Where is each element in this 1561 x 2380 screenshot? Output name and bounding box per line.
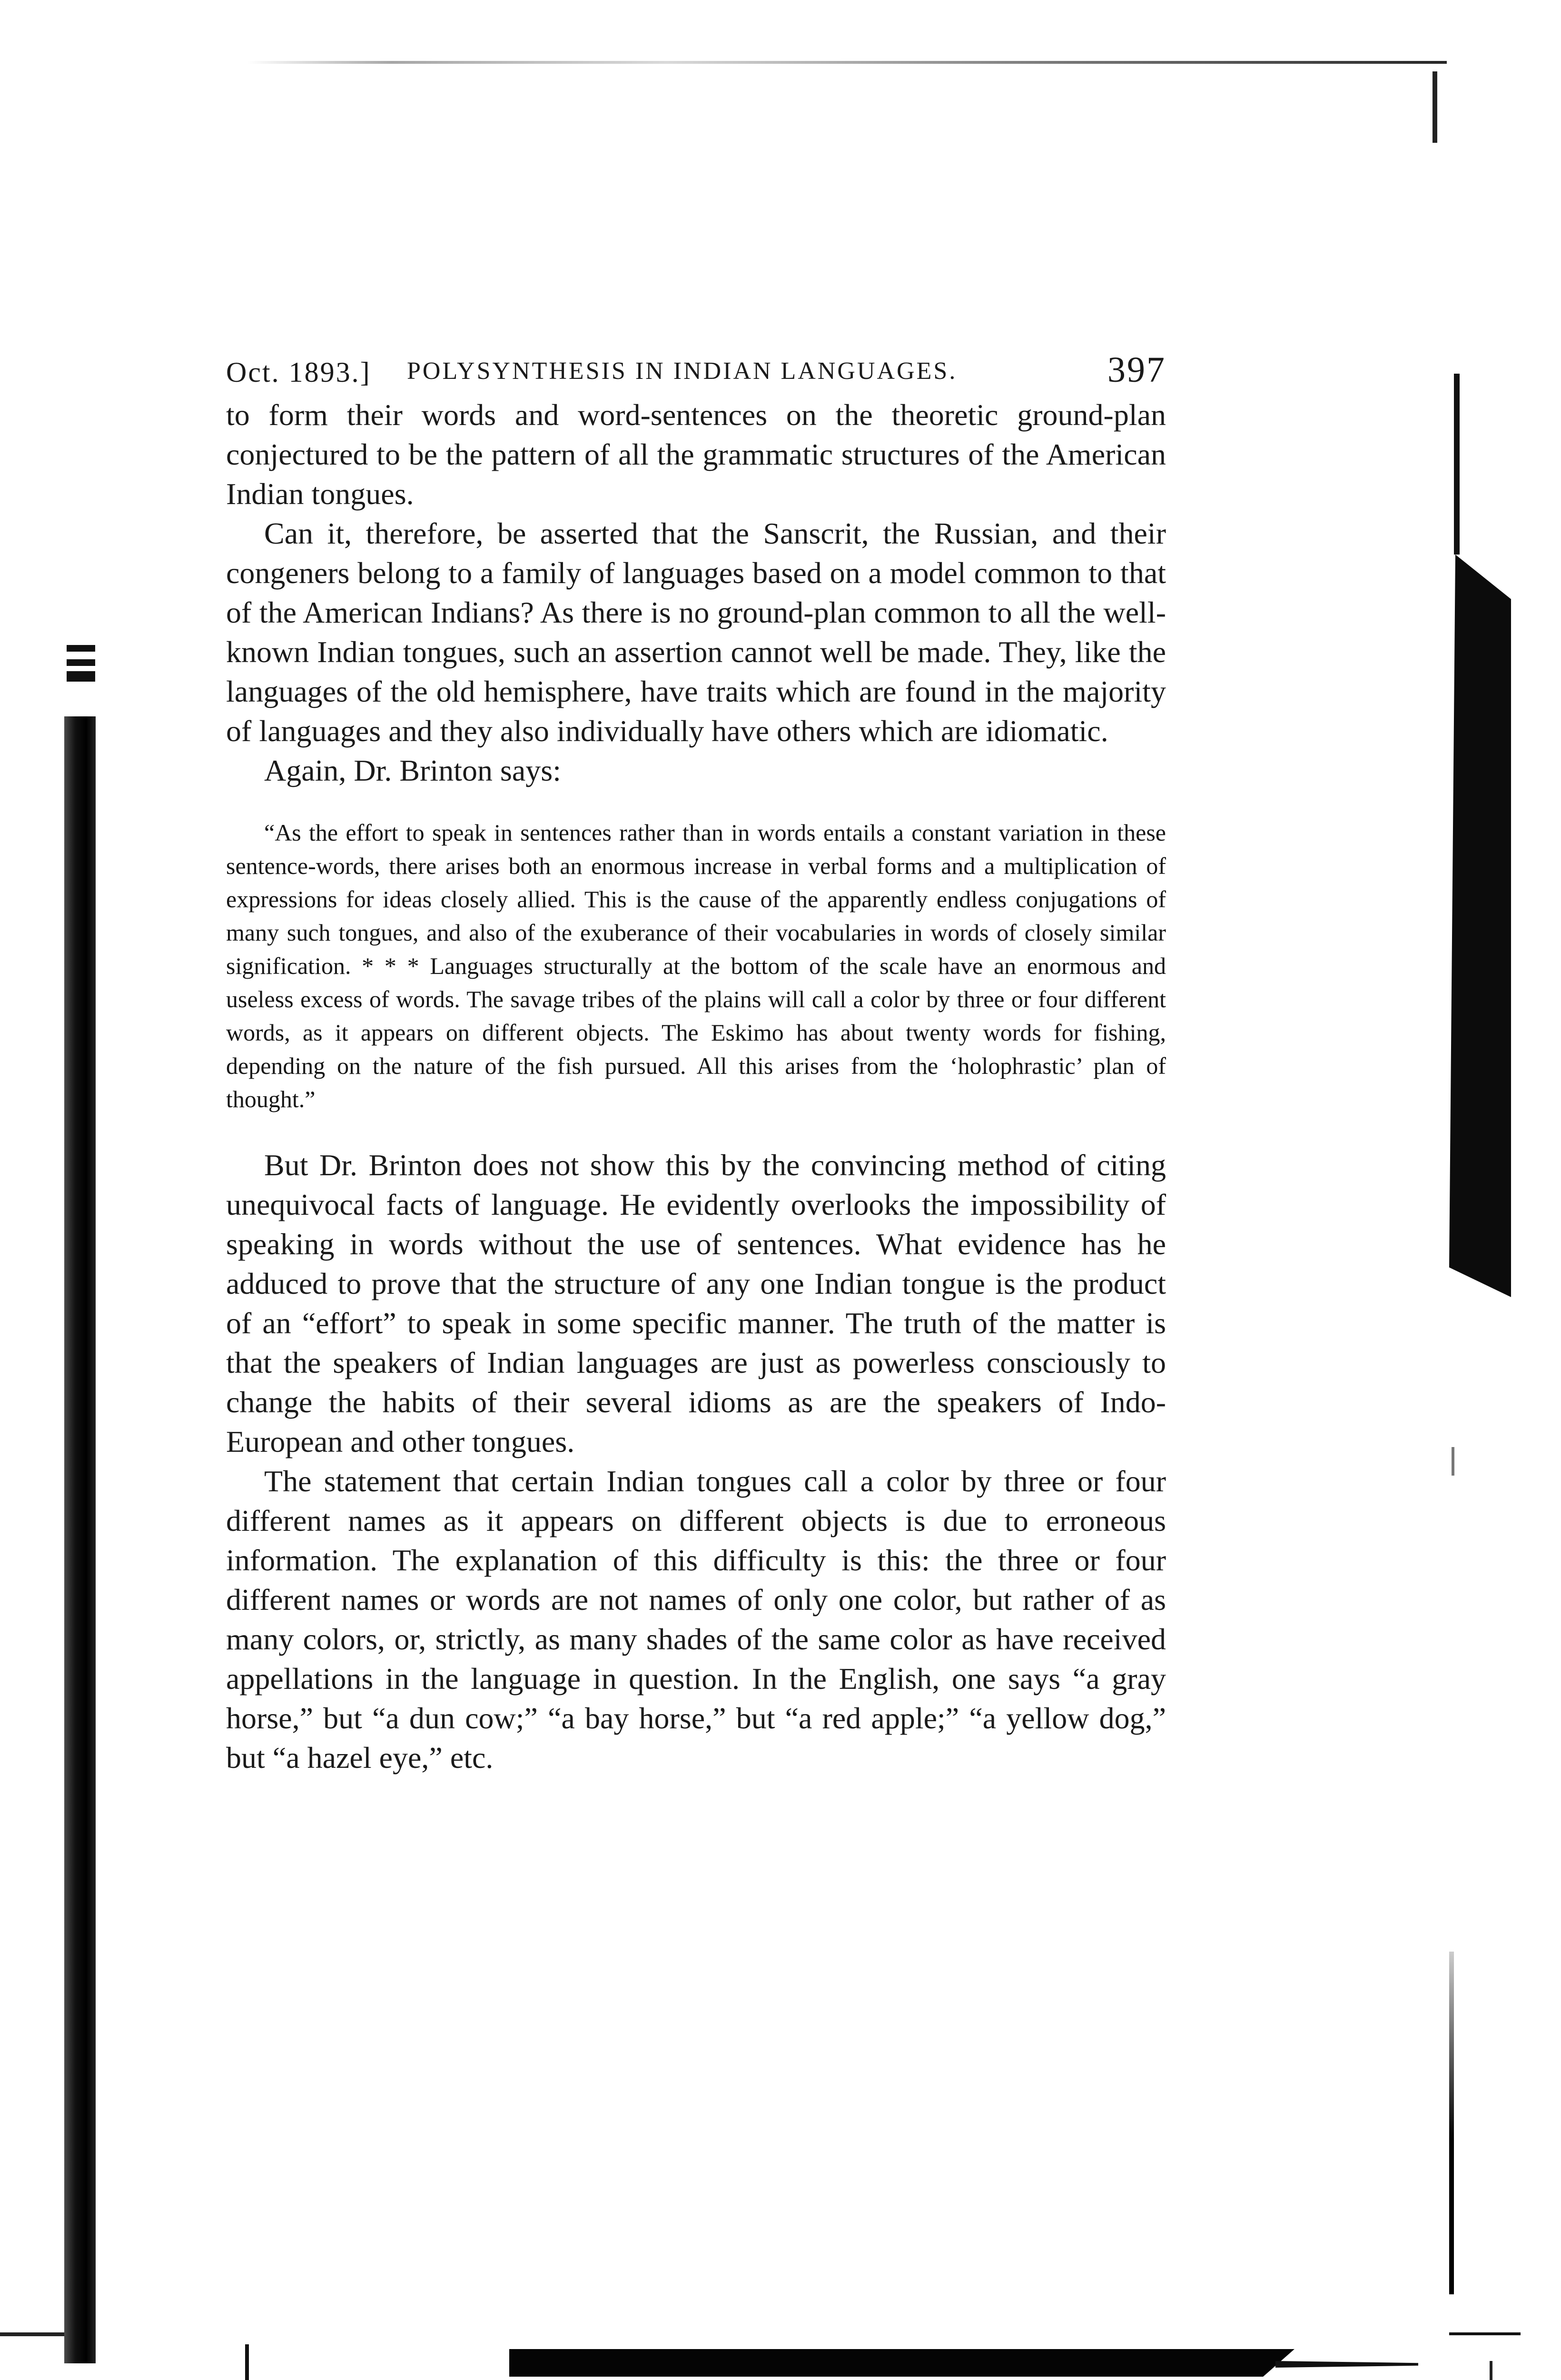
page-number: 397 <box>1107 350 1166 390</box>
paragraph: The statement that certain Indian tongues call a color by three or four different names as it appears on different objects is due to erroneous information. The explanation of this difficulty is this: the three or four different names or words are not names of only one color, but rather of as many colors, or, strictly, as many shades of the same color as have received appellations in the language in question. In the English, one says “a gray horse,” but “a dun cow;” “a bay horse,” but “a red apple;” “a yellow dog,” but “a hazel eye,” etc. <box>226 1464 1166 1775</box>
paragraph-continued: to form their words and word-sentences on the theoretic ground-plan conjectured to be the pattern of all the grammatic structures of the American Indian tongues. <box>226 398 1166 511</box>
scan-edge-mark <box>1454 374 1460 555</box>
header-date: Oct. 1893.] <box>226 357 371 388</box>
scan-edge-mark <box>67 645 95 652</box>
scan-edge-mark <box>1490 2361 1492 2380</box>
scan-edge-streak <box>247 61 1447 64</box>
scan-right-edge-shadow <box>1449 1952 1454 2294</box>
header-title: POLYSYNTHESIS IN INDIAN LANGUAGES. <box>407 357 958 385</box>
scan-edge-mark <box>67 659 95 666</box>
scan-left-binding-shadow <box>64 716 96 2363</box>
scan-edge-mark <box>1433 71 1437 143</box>
paragraph: Again, Dr. Brinton says: <box>264 754 561 787</box>
block-quote: “As the effort to speak in sentences rather than in words entails a constant variation in these sentence-words, there arises both an enormous increase in verbal forms and a multiplication of expressions for ideas closely allied. This is the cause of the apparently endless conjugations of many such tongues, and also of the exuberance of their vocabularies in words of closely similar signification. * * * Languages structurally at the bottom of the scale have an enormous and useless excess of words. The savage tribes of the plains will call a color by three or four different words, as it appears on different objects. The Eskimo has about twenty words for fishing, depending on the nature of the fish pursued. All this arises from the ‘holophrastic’ plan of thought.” <box>226 819 1166 1112</box>
scan-edge-mark <box>245 2344 249 2380</box>
paragraph: Can it, therefore, be asserted that the Sanscrit, the Russian, and their congeners belong to a family of languages based on a model common to that of the American Indians? As there is no ground-plan common to all the well-known Indian tongues, such an assertion cannot well be made. They, like the languages of the old hemisphere, have traits which are found in the majority of languages and they also individually have others which are idiomatic. <box>226 516 1166 748</box>
scan-right-edge-shadow <box>1449 555 1511 1297</box>
scan-edge-mark <box>0 2332 64 2336</box>
page-text-block <box>226 343 1166 1777</box>
scan-edge-mark <box>1452 1447 1454 1476</box>
scan-bottom-edge-shadow <box>509 2349 1294 2377</box>
running-head <box>226 343 1166 395</box>
scan-edge-mark <box>67 671 95 682</box>
scan-edge-mark <box>1275 2361 1418 2368</box>
scan-edge-mark <box>1449 2332 1521 2335</box>
paragraph: But Dr. Brinton does not show this by the convincing method of citing unequivocal facts of language. He evidently overlooks the impossibility of speaking in words without the use of sentences. What evidence has he adduced to prove that the structure of any one Indian tongue is the product of an “effort” to speak in some specific manner. The truth of the matter is that the speakers of Indian languages are just as powerless consciously to change the habits of their several idioms as are the speakers of Indo-European and other tongues. <box>226 1148 1166 1458</box>
